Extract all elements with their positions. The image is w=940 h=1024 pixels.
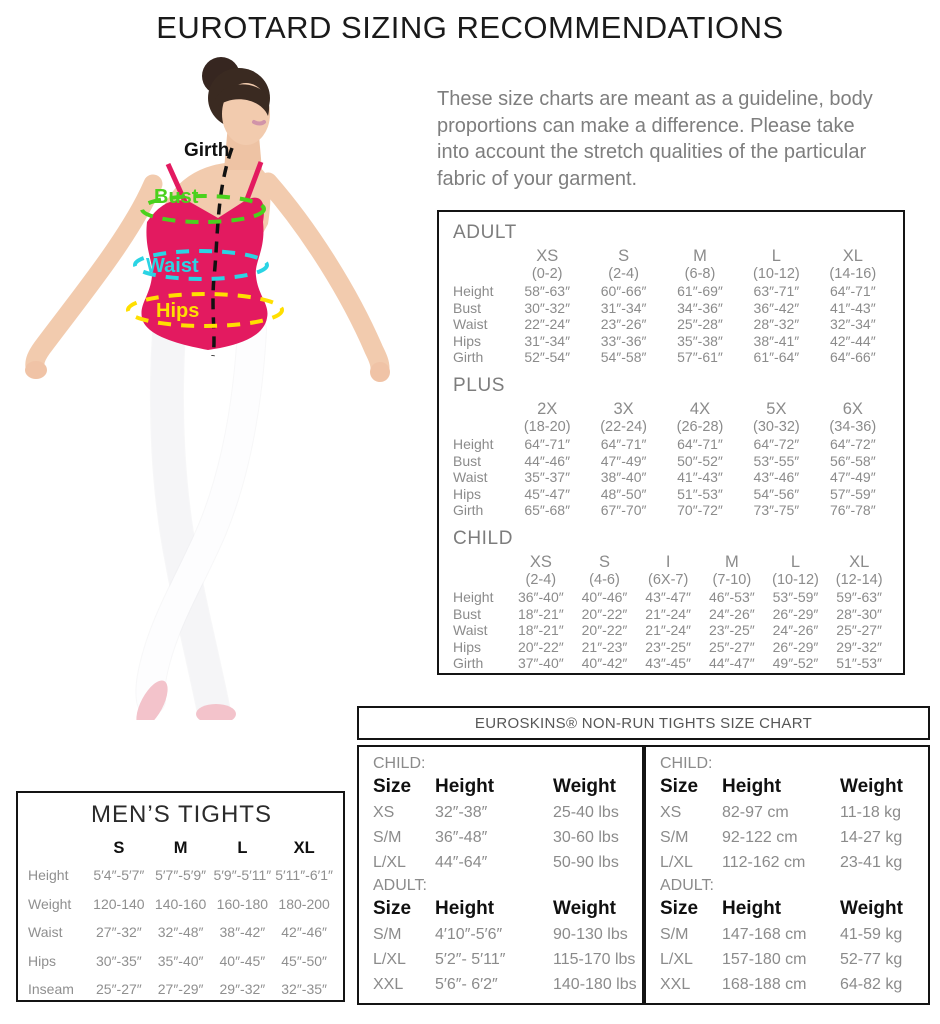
- measurement-value: 76″-78″: [829, 502, 876, 519]
- measurement-value: 5′4″-5′7″: [93, 867, 145, 883]
- measurement-value: 5′9″-5′11″: [213, 867, 272, 883]
- size-range: (2-4): [525, 571, 557, 588]
- tights-value: 30-60 lbs: [553, 829, 619, 846]
- waist-label: Waist: [146, 255, 199, 277]
- row-label: Bust: [453, 299, 482, 316]
- measurement-value: 20″-22″: [581, 605, 628, 622]
- column-header: Height: [435, 776, 495, 797]
- tights-value: 41-59 kg: [840, 926, 903, 943]
- measurement-value: 21″-23″: [581, 638, 628, 655]
- column-header: Size: [373, 898, 412, 919]
- measurement-value: 21″-24″: [645, 605, 692, 622]
- column-header: Weight: [553, 776, 616, 797]
- measurement-value: 41″-43″: [677, 469, 723, 486]
- measurement-value: 160-180: [216, 895, 269, 912]
- size-label: M: [173, 839, 188, 857]
- size-label: 6X: [842, 399, 863, 418]
- tights-size-label: S/M: [660, 829, 689, 846]
- measurement-value: 24″-26″: [772, 622, 819, 639]
- tights-value: 64-82 kg: [840, 976, 903, 993]
- size-range: (22-24): [600, 418, 647, 435]
- size-label: L: [771, 247, 781, 265]
- measurement-value: 59″-63″: [836, 588, 883, 605]
- size-range: (18-20): [523, 418, 571, 435]
- size-label: 3X: [613, 399, 634, 418]
- measurement-value: 54″-56″: [753, 485, 800, 502]
- measurement-value: 67″-70″: [600, 502, 647, 519]
- measurement-value: 65″-68″: [524, 502, 571, 519]
- measurement-value: 36″-40″: [517, 588, 564, 605]
- measurement-value: 26″-29″: [772, 638, 819, 655]
- measurement-value: 29″-32″: [836, 638, 883, 655]
- measurement-value: 56″-58″: [829, 452, 876, 469]
- size-range: (10-12): [772, 571, 819, 588]
- mens-tights-box: [16, 791, 345, 1002]
- tights-value: 36″-48″: [435, 829, 488, 846]
- tights-size-label: XXL: [373, 976, 404, 993]
- measurement-value: 27″-32″: [96, 924, 142, 940]
- column-header: Weight: [840, 776, 903, 797]
- measurement-value: 49″-52″: [772, 655, 819, 672]
- row-label: Inseam: [28, 981, 74, 997]
- measurement-value: 27″-29″: [157, 981, 204, 997]
- girth-label: Girth: [184, 140, 230, 161]
- measurement-value: 23″-25″: [708, 622, 755, 639]
- size-table: [453, 400, 891, 519]
- measurement-value: 44″-46″: [524, 452, 571, 469]
- row-label: Girth: [453, 349, 484, 366]
- measurement-value: 47″-49″: [600, 452, 647, 469]
- tights-value: 82-97 cm: [722, 804, 789, 821]
- measurement-value: 53″-59″: [772, 588, 819, 605]
- measurement-value: 34″-36″: [677, 299, 723, 316]
- measurement-value: 64″-72″: [753, 435, 800, 452]
- spacer-cell: [453, 553, 509, 572]
- measurement-value: 31″-34″: [600, 299, 647, 316]
- measurement-value: 45″-47″: [524, 485, 571, 502]
- measurement-value: 32″-35″: [281, 981, 327, 997]
- row-label: Waist: [453, 469, 488, 486]
- tights-value: 23-41 kg: [840, 854, 903, 871]
- spacer-cell: [453, 247, 509, 266]
- row-label: Weight: [28, 895, 72, 912]
- dancer-lips: [254, 122, 264, 124]
- size-label: 5X: [766, 399, 787, 418]
- measurement-value: 50″-52″: [677, 452, 723, 469]
- euroskins-panel-metric: [644, 745, 930, 1005]
- dancer-measurement-figure: [18, 52, 430, 720]
- tights-value: 92-122 cm: [722, 829, 798, 846]
- measurement-value: 54″-58″: [600, 349, 647, 366]
- row-label: Bust: [453, 452, 482, 469]
- tights-value: 5′2″- 5′11″: [435, 951, 506, 968]
- tights-size-label: XS: [660, 804, 682, 821]
- measurement-value: 25″-28″: [677, 316, 723, 333]
- bust-label: Bust: [154, 186, 199, 208]
- measurement-value: 44″-47″: [708, 655, 755, 672]
- measurement-value: 30″-32″: [524, 299, 571, 316]
- measurement-value: 35″-38″: [677, 332, 723, 349]
- tights-size-label: L/XL: [660, 854, 693, 871]
- group-label: CHILD:: [373, 755, 426, 772]
- row-label: Height: [28, 867, 69, 883]
- group-label: ADULT:: [373, 877, 427, 894]
- size-range: (10-12): [753, 266, 800, 282]
- measurement-value: 35″-37″: [524, 469, 571, 486]
- size-label: XS: [529, 552, 552, 571]
- size-table: [453, 247, 891, 366]
- column-header: Height: [722, 898, 782, 919]
- measurement-value: 64″-71″: [524, 435, 571, 452]
- dancer-right-hand: [370, 362, 390, 382]
- measurement-value: 21″-24″: [645, 622, 692, 639]
- column-header: Weight: [553, 898, 616, 919]
- row-label: Height: [453, 588, 494, 605]
- measurement-value: 25″-27″: [836, 622, 883, 639]
- measurement-value: 25″-27″: [708, 638, 755, 655]
- size-range: (2-4): [608, 266, 639, 282]
- row-label: Height: [453, 283, 494, 299]
- size-range: (0-2): [531, 266, 563, 282]
- size-range: (7-10): [712, 571, 752, 588]
- row-label: Hips: [453, 638, 482, 655]
- tights-value: 140-180 lbs: [553, 976, 637, 993]
- measurement-value: 20″-22″: [581, 622, 628, 639]
- tights-value: 32″-38″: [435, 804, 488, 821]
- measurement-value: 42″-46″: [281, 924, 327, 940]
- measurement-value: 31″-34″: [524, 332, 571, 349]
- size-label: S: [618, 247, 630, 265]
- size-range: (14-16): [829, 266, 877, 282]
- measurement-value: 25″-27″: [96, 981, 142, 997]
- measurement-value: 61″-64″: [753, 349, 800, 366]
- row-label: Bust: [453, 605, 482, 622]
- tights-value: 4′10″-5′6″: [435, 926, 503, 943]
- measurement-value: 45″-50″: [281, 952, 327, 969]
- measurement-value: 57″-61″: [677, 349, 723, 366]
- tights-size-label: L/XL: [373, 951, 406, 968]
- row-label: Waist: [28, 924, 63, 940]
- measurement-value: 64″-71″: [677, 435, 723, 452]
- measurement-value: 26″-29″: [772, 605, 819, 622]
- size-range: (26-28): [676, 418, 724, 435]
- section-adult: [453, 222, 891, 366]
- measurement-value: 20″-22″: [517, 638, 564, 655]
- measurement-value: 61″-69″: [677, 283, 723, 299]
- size-range: (34-36): [829, 418, 877, 435]
- size-label: 4X: [689, 399, 711, 418]
- measurement-value: 180-200: [278, 895, 330, 912]
- measurement-value: 40″-45″: [219, 952, 266, 969]
- measurement-value: 63″-71″: [753, 283, 800, 299]
- dancer-left-hand: [25, 361, 47, 379]
- measurement-value: 28″-30″: [836, 605, 883, 622]
- section-child: [453, 528, 891, 672]
- tights-value: 168-188 cm: [722, 976, 807, 993]
- size-range: (30-32): [753, 418, 800, 435]
- tights-size-label: S/M: [373, 829, 402, 846]
- size-range: (4-6): [589, 571, 620, 588]
- spacer-cell: [453, 400, 509, 419]
- tights-value: 112-162 cm: [722, 854, 806, 871]
- size-label: I: [665, 552, 671, 571]
- measurement-value: 24″-26″: [708, 605, 755, 622]
- column-header: Height: [722, 776, 782, 797]
- page-title: EUROTARD SIZING RECOMMENDATIONS: [156, 10, 784, 45]
- measurement-value: 23″-25″: [645, 638, 692, 655]
- group-label: ADULT:: [660, 877, 714, 894]
- section-title: PLUS: [453, 374, 506, 396]
- size-label: L: [237, 839, 248, 857]
- tights-value: 14-27 kg: [840, 829, 903, 846]
- measurement-value: 38″-41″: [753, 332, 800, 349]
- measurement-value: 43″-46″: [753, 469, 800, 486]
- measurement-value: 43″-47″: [645, 588, 692, 605]
- measurement-value: 64″-71″: [829, 283, 876, 299]
- measurement-value: 18″-21″: [517, 605, 564, 622]
- measurement-value: 32″-48″: [157, 924, 204, 940]
- column-header: Weight: [840, 898, 903, 919]
- tights-value: 25-40 lbs: [553, 804, 619, 821]
- measurement-value: 46″-53″: [708, 588, 755, 605]
- measurement-value: 37″-40″: [517, 655, 564, 672]
- spacer-cell: [28, 835, 88, 861]
- intro-paragraph: These size charts are meant as a guideline, body proportions can make a difference. Please take into account the stretch qualities of the particular fabric of your garment.: [437, 88, 873, 190]
- tights-value: 44″-64″: [435, 854, 488, 871]
- size-chart-box: [437, 210, 905, 675]
- measurement-value: 43″-45″: [645, 655, 692, 672]
- measurement-value: 23″-26″: [600, 316, 647, 333]
- tights-size-table: [373, 895, 642, 997]
- row-label: Height: [453, 435, 494, 452]
- measurement-value: 29″-32″: [219, 981, 266, 997]
- measurement-value: 64″-71″: [600, 435, 647, 452]
- measurement-value: 30″-35″: [96, 952, 142, 969]
- measurement-value: 47″-49″: [829, 469, 876, 486]
- row-label: Waist: [453, 316, 488, 333]
- spacer-cell: [453, 266, 509, 283]
- size-label: M: [724, 552, 739, 571]
- column-header: Height: [435, 898, 495, 919]
- section-title: ADULT: [453, 222, 517, 243]
- column-header: Size: [660, 898, 699, 919]
- tights-value: 50-90 lbs: [553, 854, 619, 871]
- tights-value: 5′6″- 6′2″: [435, 976, 498, 993]
- measurement-value: 51″-53″: [836, 655, 883, 672]
- measurement-value: 60″-66″: [600, 283, 647, 299]
- measurement-value: 28″-32″: [753, 316, 800, 333]
- tights-size-label: XXL: [660, 976, 691, 993]
- tights-size-label: L/XL: [373, 854, 406, 871]
- size-label: XL: [842, 247, 863, 265]
- tights-size-label: S/M: [373, 926, 402, 943]
- measurement-value: 5′11″-6′1″: [275, 867, 333, 883]
- measurement-value: 41″-43″: [829, 299, 876, 316]
- tights-value: 157-180 cm: [722, 951, 807, 968]
- size-label: XS: [536, 247, 559, 265]
- section-plus: [453, 375, 891, 519]
- measurement-value: 51″-53″: [677, 485, 723, 502]
- measurement-value: 73″-75″: [753, 502, 800, 519]
- tights-value: 52-77 kg: [840, 951, 903, 968]
- row-label: Girth: [453, 502, 484, 519]
- dancer-illustration: [18, 52, 430, 720]
- section-title: CHILD: [453, 527, 514, 549]
- measurement-value: 38″-40″: [600, 469, 647, 486]
- measurement-value: 22″-24″: [524, 316, 571, 333]
- measurement-value: 40″-46″: [581, 588, 628, 605]
- dancer-right-arm: [268, 182, 380, 368]
- mens-tights-title: MEN’S TIGHTS: [91, 801, 272, 828]
- column-header: Size: [660, 776, 699, 797]
- tights-size-table: [660, 895, 928, 997]
- column-header: Size: [373, 776, 412, 797]
- tights-value: 90-130 lbs: [553, 926, 628, 943]
- size-label: M: [693, 247, 707, 265]
- tights-size-label: S/M: [660, 926, 689, 943]
- measurement-value: 35″-40″: [157, 952, 204, 969]
- size-range: (6X-7): [648, 571, 689, 588]
- mens-tights-table: [28, 835, 335, 1004]
- row-label: Hips: [28, 952, 57, 969]
- tights-size-table: [660, 773, 928, 875]
- row-label: Girth: [453, 655, 484, 672]
- size-range: (12-14): [835, 571, 883, 588]
- size-label: L: [790, 552, 801, 571]
- measurement-value: 64″-66″: [829, 349, 876, 366]
- measurement-value: 38″-42″: [219, 924, 266, 940]
- row-label: Hips: [453, 332, 482, 349]
- measurement-value: 57″-59″: [829, 485, 876, 502]
- size-label: XL: [293, 839, 315, 857]
- row-label: Hips: [453, 485, 482, 502]
- measurement-value: 52″-54″: [524, 349, 571, 366]
- measurement-value: 32″-34″: [829, 316, 876, 333]
- tights-value: 115-170 lbs: [553, 951, 636, 968]
- measurement-value: 48″-50″: [600, 485, 647, 502]
- size-label: 2X: [537, 399, 558, 418]
- hips-label: Hips: [156, 300, 200, 322]
- tights-size-label: L/XL: [660, 951, 693, 968]
- size-label: S: [113, 839, 125, 857]
- spacer-cell: [453, 572, 509, 589]
- tights-size-label: XS: [373, 804, 395, 821]
- measurement-value: 36″-42″: [753, 299, 800, 316]
- euroskins-panel-imperial: [357, 745, 644, 1005]
- euroskins-chart-title: EUROSKINS® NON-RUN TIGHTS SIZE CHART: [357, 706, 930, 740]
- size-label: S: [598, 552, 610, 571]
- measurement-value: 64″-72″: [829, 435, 876, 452]
- tights-size-table: [373, 773, 642, 875]
- size-label: XL: [849, 552, 870, 571]
- measurement-value: 58″-63″: [524, 283, 571, 299]
- tights-value: 147-168 cm: [722, 926, 807, 943]
- measurement-value: 40″-42″: [581, 655, 628, 672]
- measurement-value: 53″-55″: [753, 452, 800, 469]
- row-label: Waist: [453, 622, 488, 639]
- measurement-value: 120-140: [93, 895, 145, 912]
- size-table: [453, 553, 891, 672]
- measurement-value: 140-160: [154, 895, 207, 912]
- measurement-value: 5′7″-5′9″: [155, 867, 207, 883]
- spacer-cell: [453, 419, 509, 436]
- tights-value: 11-18 kg: [840, 804, 902, 821]
- size-range: (6-8): [684, 266, 716, 282]
- group-label: CHILD:: [660, 755, 713, 772]
- measurement-value: 18″-21″: [517, 622, 564, 639]
- measurement-value: 33″-36″: [600, 332, 647, 349]
- measurement-value: 70″-72″: [677, 502, 723, 519]
- dancer-left-arm: [35, 184, 153, 367]
- measurement-value: 42″-44″: [829, 332, 876, 349]
